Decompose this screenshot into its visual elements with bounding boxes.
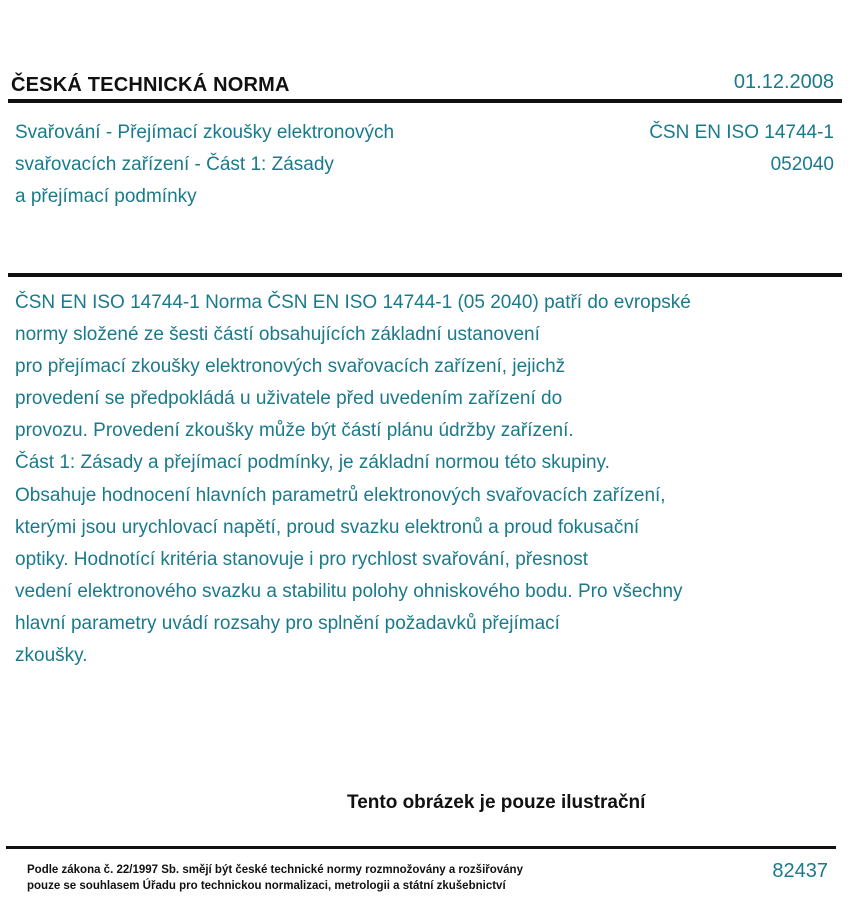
illustration-notice: Tento obrázek je pouze ilustrační: [347, 792, 646, 813]
legal-notice-line: Podle zákona č. 22/1997 Sb. smějí být české technické normy rozmnožovány a rozšiřovány: [27, 864, 523, 876]
footer-divider: [6, 846, 836, 849]
standard-identification: [649, 117, 834, 181]
description-line: provedení se předpokládá u uživatele před uvedením zařízení do: [15, 388, 563, 410]
standard-code: ČSN EN ISO 14744-1: [649, 122, 834, 143]
description-line: hlavní parametry uvádí rozsahy pro splnění požadavků přejímací: [15, 612, 560, 634]
issue-date: 01.12.2008: [733, 71, 834, 93]
standard-title-line: svařovacích zařízení - Část 1: Zásady: [15, 154, 334, 175]
standard-title-line: Svařování - Přejímací zkoušky elektronových: [15, 122, 395, 143]
description-line: vedení elektronového svazku a stabilitu polohy ohniskového bodu. Pro všechny: [15, 580, 683, 602]
document-number: 82437: [772, 860, 828, 882]
description-line: Část 1: Zásady a přejímací podmínky, je základní normou této skupiny.: [15, 452, 610, 474]
section-divider: [8, 273, 842, 277]
legal-notice-line: pouze se souhlasem Úřadu pro technickou normalizaci, metrologii a státní zkušebnictví: [27, 880, 506, 892]
header-divider: [8, 99, 842, 103]
standard-title: [15, 117, 485, 213]
standard-description: [15, 287, 835, 672]
description-line: zkoušky.: [15, 645, 88, 667]
document-header-title: ČESKÁ TECHNICKÁ NORMA: [11, 74, 290, 96]
description-line: normy složené ze šesti částí obsahujících základní ustanovení: [15, 324, 540, 346]
legal-notice: [27, 862, 523, 894]
description-line: Obsahuje hodnocení hlavních parametrů elektronových svařovacích zařízení,: [15, 484, 666, 506]
classification-number: 052040: [770, 154, 834, 175]
description-line: ČSN EN ISO 14744-1 Norma ČSN EN ISO 14744-1 (05 2040) patří do evropské: [15, 292, 691, 313]
description-line: optiky. Hodnotící kritéria stanovuje i pro rychlost svařování, přesnost: [15, 548, 589, 570]
description-line: provozu. Provedení zkoušky může být částí plánu údržby zařízení.: [15, 420, 574, 442]
standard-title-line: a přejímací podmínky: [15, 186, 197, 207]
description-line: pro přejímací zkoušky elektronových svařovacích zařízení, jejichž: [15, 356, 566, 378]
description-line: kterými jsou urychlovací napětí, proud svazku elektronů a proud fokusační: [15, 516, 640, 538]
